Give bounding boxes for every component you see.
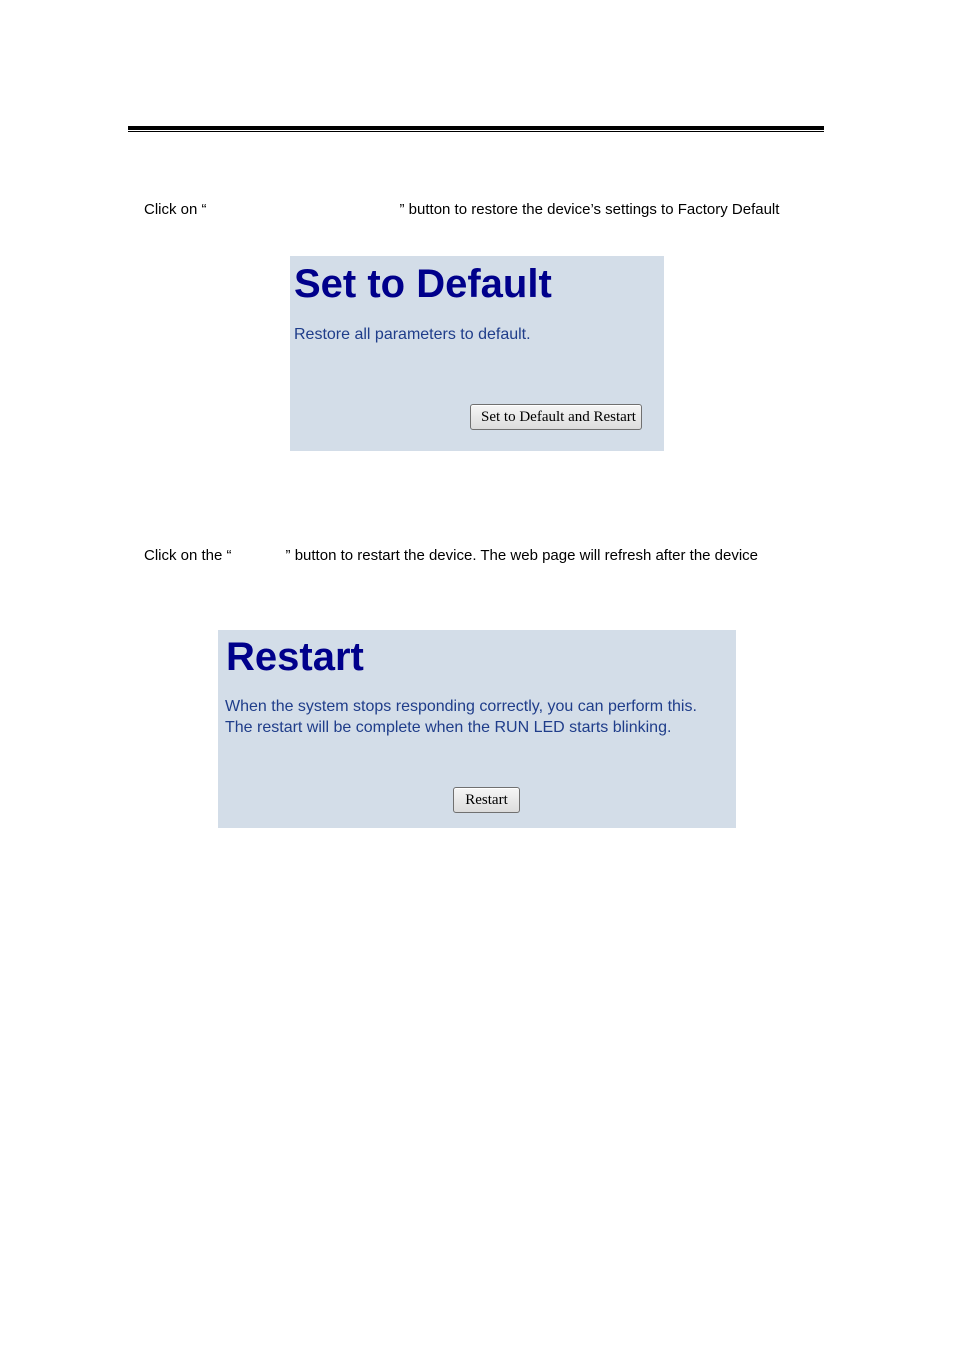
set-default-restart-button[interactable]: Set to Default and Restart xyxy=(470,404,642,430)
restart-title: Restart xyxy=(226,635,364,679)
intro-restart-paragraph xyxy=(144,547,810,565)
intro-restart-after: ” button to restart the device. The web page will refresh after the device xyxy=(285,547,759,564)
header-rule xyxy=(128,126,824,130)
intro-default-paragraph xyxy=(144,201,810,219)
set-default-panel xyxy=(290,256,664,451)
restart-description-line1: When the system stops responding correctly, you can perform this. xyxy=(225,698,697,715)
restart-panel xyxy=(218,630,736,828)
intro-default-before: Click on “ xyxy=(144,201,207,218)
restart-button[interactable]: Restart xyxy=(453,787,520,813)
set-default-description: Restore all parameters to default. xyxy=(294,326,531,343)
set-default-title: Set to Default xyxy=(294,262,552,306)
header-rule-thin xyxy=(128,131,824,132)
intro-restart-before: Click on the “ xyxy=(144,547,232,564)
restart-description-line2: The restart will be complete when the RUN LED starts blinking. xyxy=(225,719,672,736)
intro-default-after: ” button to restore the device’s settings to Factory Default xyxy=(399,201,780,218)
